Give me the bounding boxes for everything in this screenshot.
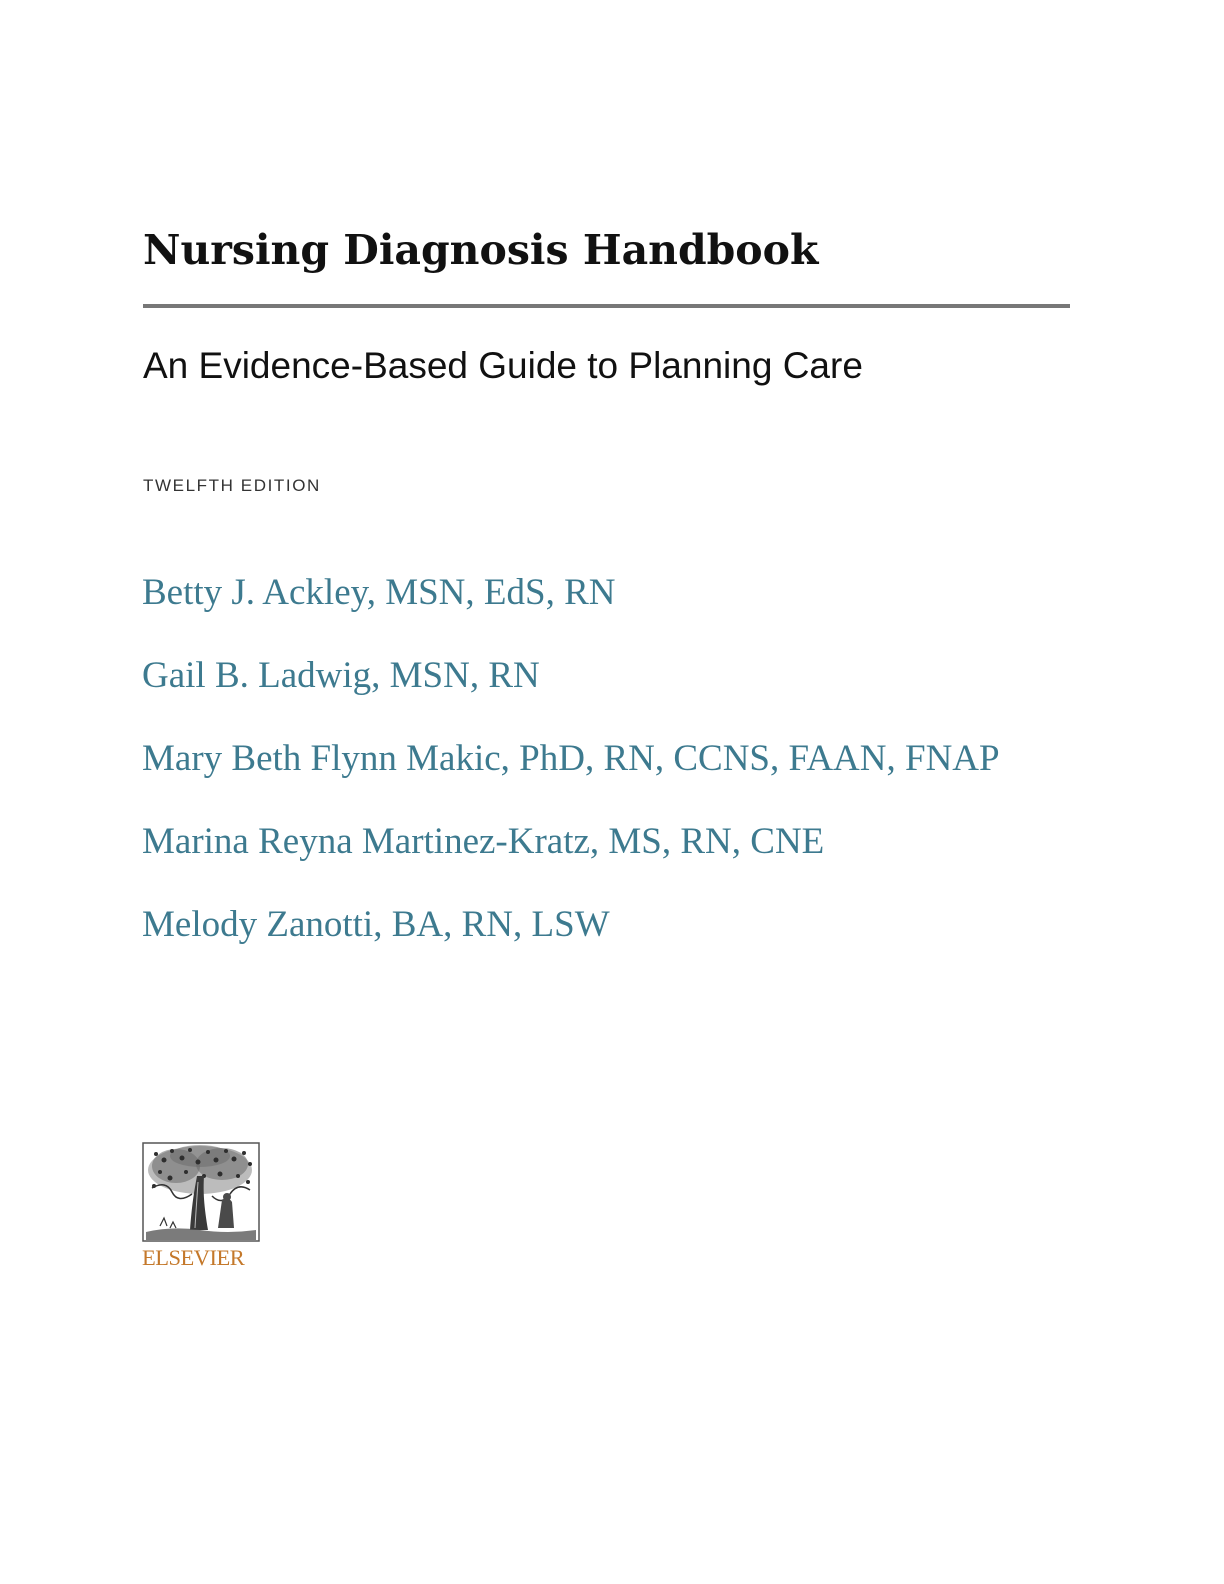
publisher-logo [142, 1142, 260, 1277]
book-subtitle: An Evidence-Based Guide to Planning Care [143, 345, 863, 386]
author-name: Melody Zanotti, BA, RN, LSW [142, 904, 610, 945]
title-divider [143, 304, 1070, 308]
publisher-wordmark: ELSEVIER [142, 1245, 245, 1270]
author-name: Marina Reyna Martinez-Kratz, MS, RN, CNE [142, 821, 825, 862]
author-name: Gail B. Ladwig, MSN, RN [142, 655, 540, 696]
author-name: Betty J. Ackley, MSN, EdS, RN [142, 572, 616, 613]
author-name: Mary Beth Flynn Makic, PhD, RN, CCNS, FAAN, FNAP [142, 738, 1000, 779]
author-list [142, 570, 1042, 985]
elsevier-tree-icon [142, 1142, 260, 1242]
book-title: Nursing Diagnosis Handbook [143, 226, 819, 274]
edition-label: TWELFTH EDITION [143, 476, 321, 495]
